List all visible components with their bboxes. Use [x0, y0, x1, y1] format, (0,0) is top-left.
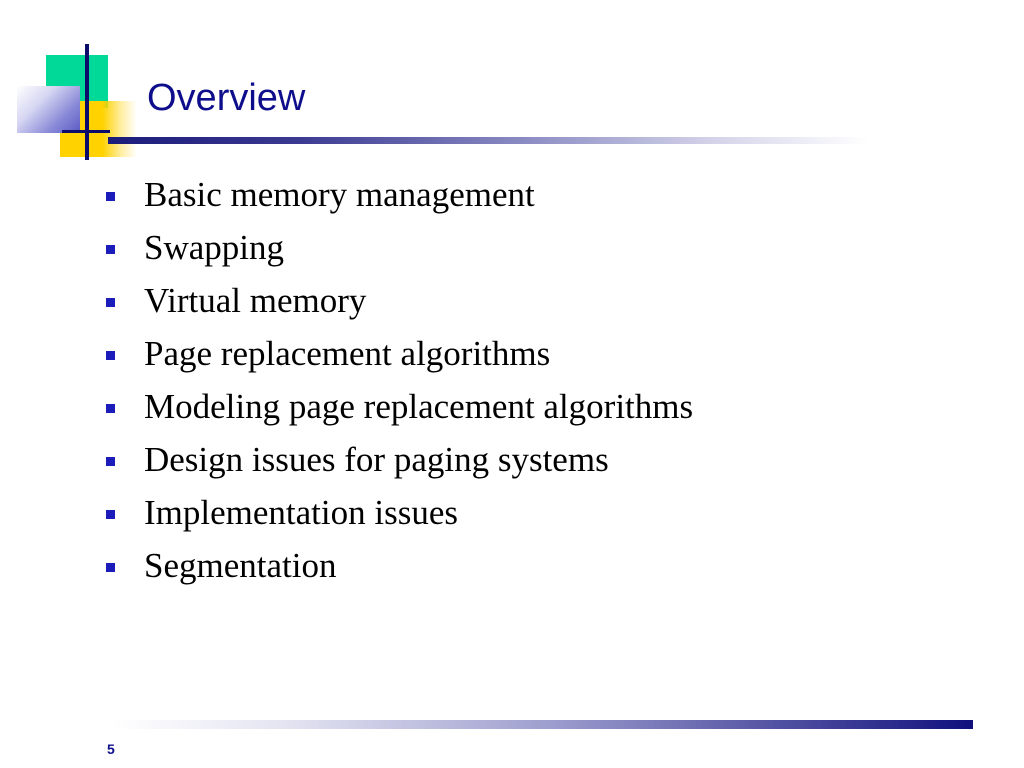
slide-title: Overview — [147, 77, 306, 119]
bullet-item — [106, 274, 693, 327]
decoration-vertical-line — [85, 44, 89, 160]
bullet-text: Modeling page replacement algorithms — [144, 386, 694, 426]
square-bullet-icon — [106, 563, 115, 572]
square-bullet-icon — [106, 510, 115, 519]
bullet-item — [106, 539, 693, 592]
bullet-text: Design issues for paging systems — [144, 439, 609, 479]
bullet-text: Virtual memory — [144, 280, 367, 320]
page-number: 5 — [107, 741, 115, 757]
square-bullet-icon — [106, 245, 115, 254]
bullet-item — [106, 486, 693, 539]
title-underline — [108, 137, 868, 144]
square-bullet-icon — [106, 404, 115, 413]
bullet-item — [106, 433, 693, 486]
decoration-horizontal-line — [62, 130, 110, 133]
bullet-item — [106, 380, 693, 433]
bullet-text: Segmentation — [144, 545, 337, 585]
square-bullet-icon — [106, 351, 115, 360]
square-bullet-icon — [106, 298, 115, 307]
square-bullet-icon — [106, 192, 115, 201]
bullet-item — [106, 327, 693, 380]
bullet-text: Implementation issues — [144, 492, 458, 532]
bullet-item — [106, 221, 693, 274]
bullet-text: Page replacement algorithms — [144, 333, 551, 373]
bullet-text: Swapping — [144, 227, 284, 267]
bullet-list — [106, 168, 693, 592]
square-bullet-icon — [106, 457, 115, 466]
footer-rule — [112, 720, 973, 729]
decoration-purple-square — [17, 86, 80, 133]
bullet-text: Basic memory management — [144, 174, 535, 214]
bullet-item — [106, 168, 693, 221]
